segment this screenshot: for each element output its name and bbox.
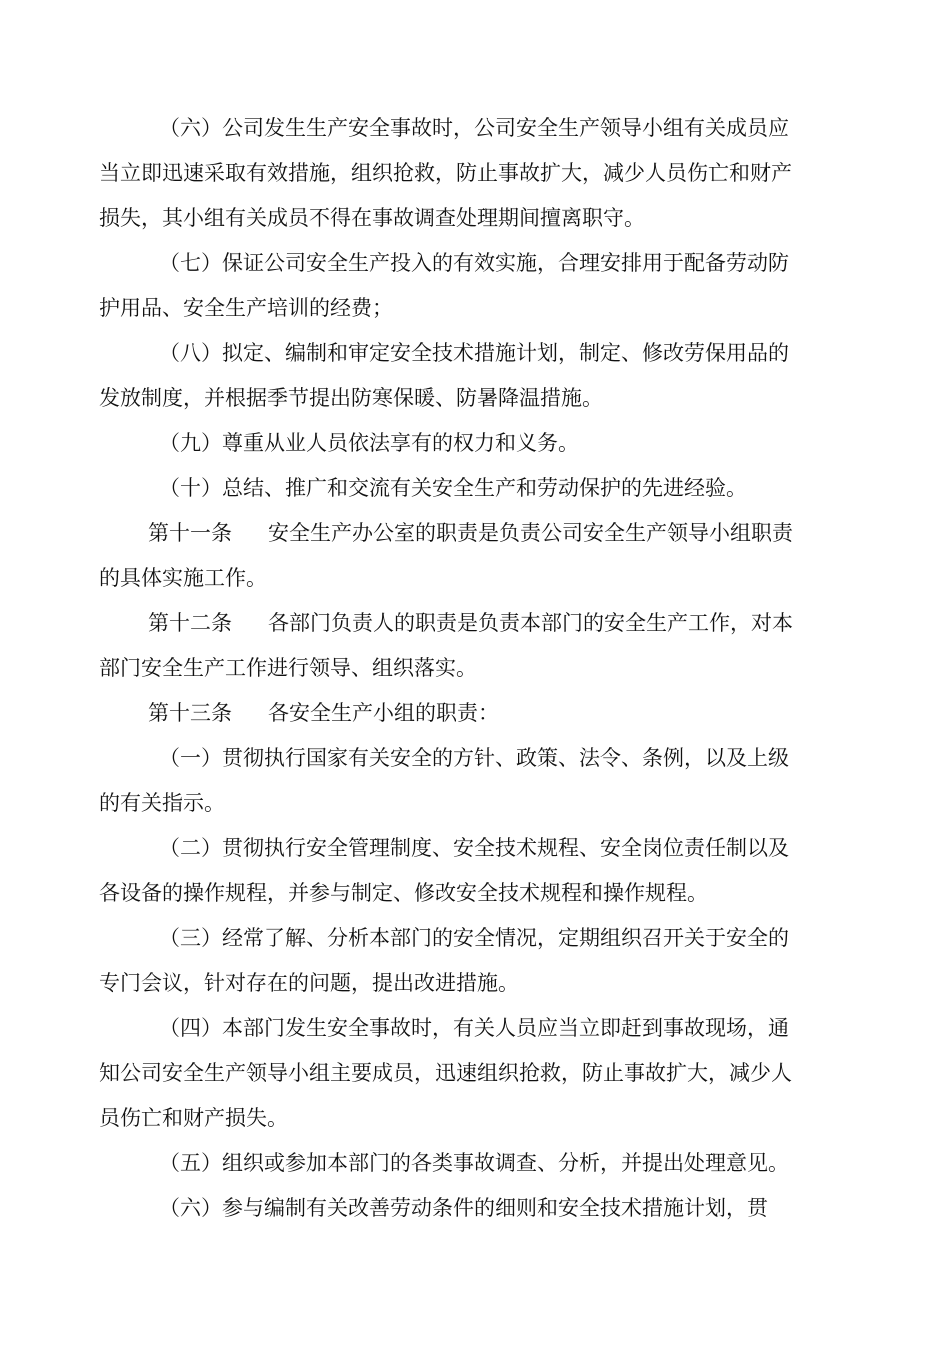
paragraph-item-7: （七）保证公司安全生产投入的有效实施，合理安排用于配备劳动防护用品、安全生产培训的经费；: [99, 251, 789, 320]
paragraph-item-5: （五）组织或参加本部门的各类事故调查、分析，并提出处理意见。: [159, 1151, 789, 1175]
paragraph-item-4: （四）本部门发生安全事故时，有关人员应当立即赶到事故现场，通知公司安全生产领导小组主要成员，迅速组织抢救，防止事故扩大，减少人员伤亡和财产损失。: [99, 1016, 792, 1130]
paragraph-item-6b: （六）参与编制有关改善劳动条件的细则和安全技术措施计划，贯: [159, 1196, 768, 1220]
article-number: 第十二条: [148, 611, 232, 635]
article-text: 安全生产办公室的职责是负责公司安全生产领导小组职责的具体实施工作。: [99, 521, 793, 590]
article-number: 第十一条: [148, 521, 232, 545]
document-body: [99, 106, 799, 1231]
article-text: 各部门负责人的职责是负责本部门的安全生产工作，对本部门安全生产工作进行领导、组织落实。: [99, 611, 793, 680]
paragraph-item-8: （八）拟定、编制和审定安全技术措施计划，制定、修改劳保用品的发放制度，并根据季节提出防寒保暖、防暑降温措施。: [99, 341, 789, 410]
article-13: [99, 691, 799, 736]
paragraph-item-6: （六）公司发生生产安全事故时，公司安全生产领导小组有关成员应当立即迅速采取有效措施，组织抢救，防止事故扩大，减少人员伤亡和财产损失，其小组有关成员不得在事故调查处理期间擅离职守。: [99, 116, 792, 230]
article-12: [99, 601, 799, 691]
paragraph-item-10: （十）总结、推广和交流有关安全生产和劳动保护的先进经验。: [159, 476, 747, 500]
paragraph-item-9: （九）尊重从业人员依法享有的权力和义务。: [159, 431, 579, 455]
paragraph-item-3: （三）经常了解、分析本部门的安全情况，定期组织召开关于安全的专门会议，针对存在的问题，提出改进措施。: [99, 926, 789, 995]
paragraph-item-2: （二）贯彻执行安全管理制度、安全技术规程、安全岗位责任制以及各设备的操作规程，并参与制定、修改安全技术规程和操作规程。: [99, 836, 789, 905]
article-11: [99, 511, 799, 601]
article-text: 各安全生产小组的职责：: [268, 701, 499, 725]
paragraph-item-1: （一）贯彻执行国家有关安全的方针、政策、法令、条例，以及上级的有关指示。: [99, 746, 789, 815]
article-number: 第十三条: [148, 701, 232, 725]
